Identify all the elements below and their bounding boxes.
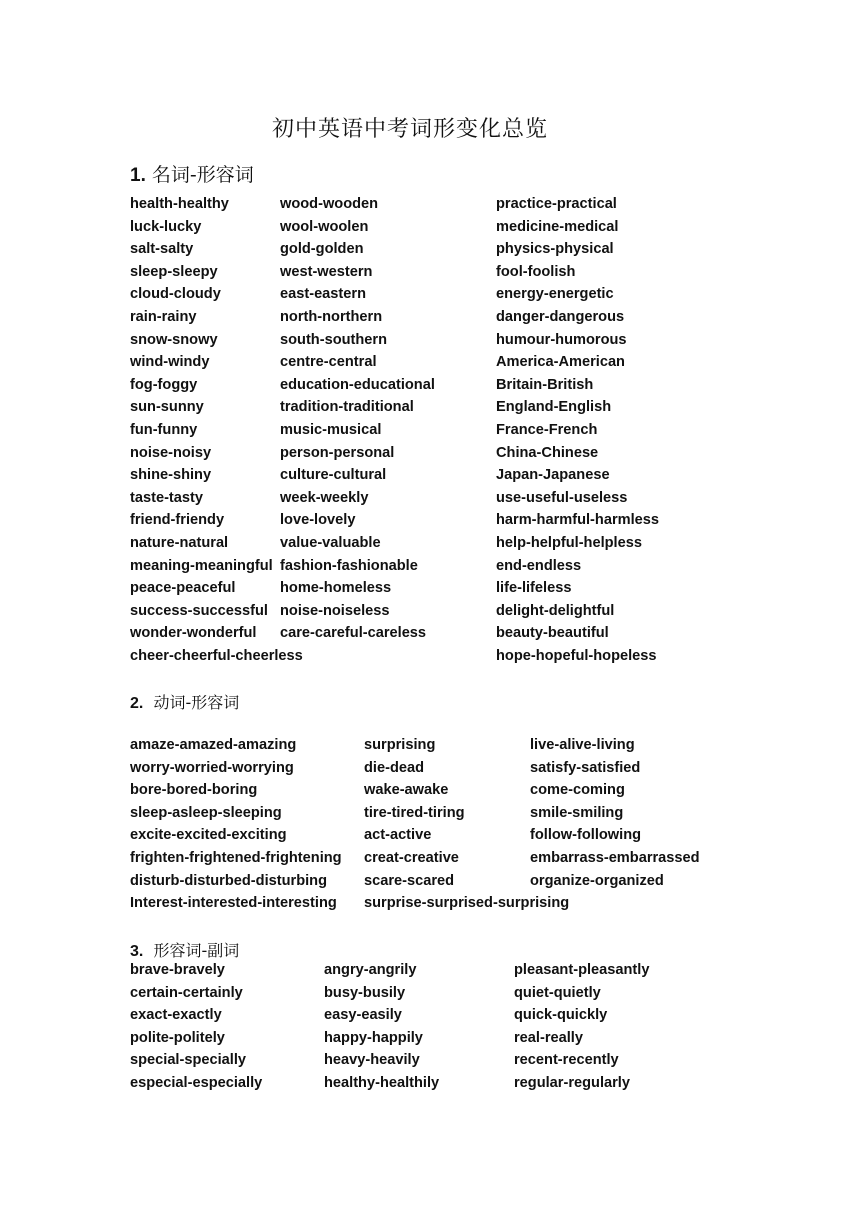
word-pair: noise-noiseless bbox=[280, 602, 390, 619]
word-pair: disturb-disturbed-disturbing bbox=[130, 872, 327, 889]
word-pair: come-coming bbox=[530, 782, 625, 799]
section-heading-verb-adjective bbox=[130, 690, 239, 713]
word-pair: fun-funny bbox=[130, 421, 198, 438]
word-pair: die-dead bbox=[364, 759, 425, 776]
word-pair: centre-central bbox=[280, 354, 377, 371]
word-pair: wind-windy bbox=[130, 354, 210, 371]
word-pair: humour-humorous bbox=[496, 331, 627, 348]
word-pair: health-healthy bbox=[130, 196, 229, 212]
word-pair: satisfy-satisfied bbox=[530, 759, 641, 776]
word-pair: north-northern bbox=[280, 308, 383, 325]
word-pair: use-useful-useless bbox=[496, 489, 628, 506]
word-pair: harm-harmful-harmless bbox=[496, 512, 660, 529]
word-pair: friend-friendy bbox=[130, 512, 225, 529]
word-pair: regular-regularly bbox=[514, 1074, 630, 1091]
section-title: 名词-形容词 bbox=[151, 164, 254, 186]
word-pair: live-alive-living bbox=[530, 737, 635, 753]
word-pair: quick-quickly bbox=[514, 1007, 608, 1024]
section-title: 动词-形容词 bbox=[153, 693, 240, 712]
word-pair: east-eastern bbox=[280, 286, 366, 303]
word-pair: success-successful bbox=[130, 602, 268, 619]
word-pair: culture-cultural bbox=[280, 467, 387, 484]
word-pair: end-endless bbox=[496, 557, 582, 574]
word-pair: meaning-meaningful bbox=[130, 557, 273, 574]
word-pair: hope-hopeful-hopeless bbox=[496, 647, 657, 664]
word-pair: cloud-cloudy bbox=[130, 286, 221, 303]
word-pair: real-really bbox=[514, 1029, 583, 1046]
word-pair: life-lifeless bbox=[496, 580, 572, 597]
word-pair: pleasant-pleasantly bbox=[514, 962, 650, 978]
section-heading-noun-adjective bbox=[130, 160, 254, 187]
word-pair: week-weekly bbox=[280, 489, 369, 506]
word-pair: practice-practical bbox=[496, 196, 617, 212]
word-pair: especial-especially bbox=[130, 1074, 263, 1091]
section-number: 2. bbox=[130, 695, 144, 712]
word-pair: quiet-quietly bbox=[514, 984, 601, 1001]
word-pair: wonder-wonderful bbox=[130, 625, 257, 642]
word-pair: noise-noisy bbox=[130, 444, 212, 461]
word-pair: excite-excited-exciting bbox=[130, 827, 287, 844]
word-pair: salt-salty bbox=[130, 241, 194, 258]
word-pair: tire-tired-tiring bbox=[364, 804, 465, 821]
word-pair: China-Chinese bbox=[496, 444, 599, 461]
word-pair: medicine-medical bbox=[496, 218, 619, 235]
word-pair: exact-exactly bbox=[130, 1007, 222, 1024]
word-pair: shine-shiny bbox=[130, 467, 212, 484]
word-pair: fool-foolish bbox=[496, 263, 576, 280]
word-pair: embarrass-embarrassed bbox=[530, 849, 700, 866]
word-pair: education-educational bbox=[280, 376, 435, 393]
word-pair: wool-woolen bbox=[280, 218, 369, 235]
word-pair: amaze-amazed-amazing bbox=[130, 737, 297, 753]
word-pair: France-French bbox=[496, 421, 598, 438]
word-pair: easy-easily bbox=[324, 1007, 402, 1024]
word-pair: gold-golden bbox=[280, 241, 364, 258]
word-pair: heavy-heavily bbox=[324, 1052, 420, 1069]
word-pair: surprise-surprised-surprising bbox=[364, 895, 570, 912]
word-pair: bore-bored-boring bbox=[130, 782, 258, 799]
word-pair: healthy-healthily bbox=[324, 1074, 440, 1091]
word-pair: certain-certainly bbox=[130, 984, 243, 1001]
word-pair: creat-creative bbox=[364, 849, 459, 866]
word-pair: snow-snowy bbox=[130, 331, 218, 348]
word-pair: fashion-fashionable bbox=[280, 557, 418, 574]
word-pair: America-American bbox=[496, 354, 625, 371]
word-pair: frighten-frightened-frightening bbox=[130, 849, 342, 866]
word-pair: person-personal bbox=[280, 444, 395, 461]
word-pair: music-musical bbox=[280, 421, 382, 438]
word-pair: west-western bbox=[280, 263, 373, 280]
word-pair: follow-following bbox=[530, 827, 642, 844]
word-pair: Japan-Japanese bbox=[496, 467, 610, 484]
word-pair: act-active bbox=[364, 827, 432, 844]
word-pair: south-southern bbox=[280, 331, 388, 348]
word-pair: organize-organized bbox=[530, 872, 664, 889]
word-pair: home-homeless bbox=[280, 580, 392, 597]
word-pair: taste-tasty bbox=[130, 489, 203, 506]
word-pair: rain-rainy bbox=[130, 308, 197, 325]
word-pair: luck-lucky bbox=[130, 218, 202, 235]
word-pair: brave-bravely bbox=[130, 962, 225, 978]
word-pair: angry-angrily bbox=[324, 962, 417, 978]
word-pair: recent-recently bbox=[514, 1052, 619, 1069]
word-pair: Interest-interested-interesting bbox=[130, 895, 337, 912]
word-pair: happy-happily bbox=[324, 1029, 423, 1046]
word-pair: cheer-cheerful-cheerless bbox=[130, 647, 303, 664]
word-pair: smile-smiling bbox=[530, 804, 624, 821]
word-pair: danger-dangerous bbox=[496, 308, 625, 325]
word-pair: sleep-asleep-sleeping bbox=[130, 804, 282, 821]
section-title: 形容词-副词 bbox=[153, 941, 240, 960]
word-pair: England-English bbox=[496, 399, 612, 416]
word-pair: nature-natural bbox=[130, 534, 229, 551]
word-pair: love-lovely bbox=[280, 512, 356, 529]
word-pair: sun-sunny bbox=[130, 399, 204, 416]
page-title: 初中英语中考词形变化总览 bbox=[271, 117, 548, 142]
word-pair: energy-energetic bbox=[496, 286, 614, 303]
word-pair: care-careful-careless bbox=[280, 625, 427, 642]
section-number: 1. bbox=[130, 165, 146, 186]
word-pair: wood-wooden bbox=[280, 196, 379, 212]
word-pair: worry-worried-worrying bbox=[130, 759, 294, 776]
section-heading-adjective-adverb bbox=[130, 938, 239, 961]
word-pair: busy-busily bbox=[324, 984, 406, 1001]
word-pair: peace-peaceful bbox=[130, 580, 236, 597]
word-pair: scare-scared bbox=[364, 872, 455, 889]
word-pair: delight-delightful bbox=[496, 602, 615, 619]
word-pair: sleep-sleepy bbox=[130, 263, 218, 280]
word-pair: beauty-beautiful bbox=[496, 625, 609, 642]
word-pair: Britain-British bbox=[496, 376, 594, 393]
section-number: 3. bbox=[130, 943, 144, 960]
word-pair: fog-foggy bbox=[130, 376, 198, 393]
word-pair: special-specially bbox=[130, 1052, 247, 1069]
word-pair: surprising bbox=[364, 737, 436, 753]
word-pair: physics-physical bbox=[496, 241, 614, 258]
word-pair: polite-politely bbox=[130, 1029, 225, 1046]
word-pair: value-valuable bbox=[280, 534, 381, 551]
word-pair: help-helpful-helpless bbox=[496, 534, 642, 551]
word-pair: wake-awake bbox=[364, 782, 449, 799]
word-pair: tradition-traditional bbox=[280, 399, 414, 416]
